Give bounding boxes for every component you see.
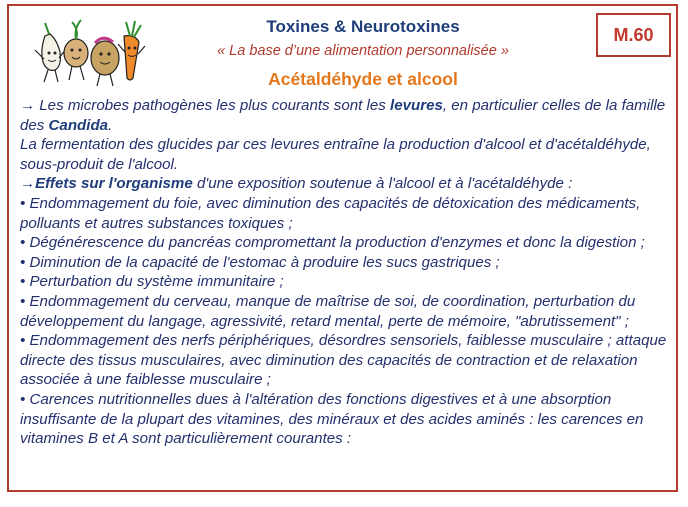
vegetable-mascots-illustration	[31, 16, 147, 90]
garlic-character-icon	[35, 23, 66, 82]
arrow-icon: →	[20, 175, 36, 193]
bullet-item: • Endommagement des nerfs périphériques, désordres sensoriels, faiblesse musculaire ; attaque directe des tissus musculaires, avec diminution des capacités de contraction et de relaxation associée à une faiblesse musculaire ;	[20, 332, 667, 389]
potato-character-icon	[91, 38, 119, 86]
bullet-item: • Endommagement du cerveau, manque de maîtrise de soi, de coordination, perturbation du développement du langage, agressivité, retard mental, perte de mémoire, "abrutissement" ;	[20, 292, 636, 330]
bullet-item: • Diminution de la capacité de l'estomac à produire les sucs gastriques ;	[20, 253, 500, 271]
bullet-item: • Carences nutritionnelles dues à l'altération des fonctions digestives et à une absorption insuffisante de la plupart des vitamines, des minéraux et des acides aminés : les carences en vitamines B et A sont particulièrement courantes :	[20, 390, 644, 448]
intro-paragraph	[20, 96, 672, 135]
intro-keyword-candida: Candida	[48, 116, 109, 134]
page-title: Toxines & Neurotoxines	[266, 17, 460, 36]
effects-heading	[20, 174, 672, 194]
header	[139, 16, 587, 91]
bullet-item: • Perturbation du système immunitaire ;	[20, 273, 284, 291]
fermentation-paragraph: La fermentation des glucides par ces levures entraîne la production d'alcool et d'acétaldéhyde, sous-produit de l'alcool.	[20, 136, 651, 173]
section-heading: Acétaldéhyde et alcool	[268, 69, 458, 89]
intro-keyword-levures: levures	[390, 97, 443, 114]
intro-text-middle: , en particulier celles de la famille des	[20, 97, 666, 134]
effects-intro-text: d'une exposition soutenue à l'alcool et à l'acétaldéhyde :	[192, 175, 573, 193]
bullet-item: • Dégénérescence du pancréas compromettant la production d'enzymes et donc la digestion ;	[20, 234, 645, 252]
body-text	[20, 96, 672, 449]
bullet-item: • Endommagement du foie, avec diminution des capacités de détoxication des médicaments, polluants et autres substances toxiques ;	[20, 194, 641, 232]
effects-keyword: Effets sur l'organisme	[35, 175, 193, 193]
reference-badge: M.60	[596, 13, 671, 57]
onion-character-icon	[64, 20, 88, 80]
intro-text-end: .	[108, 116, 113, 134]
intro-text: → Les microbes pathogènes les plus courants sont les	[20, 97, 390, 114]
document-card	[7, 4, 678, 492]
page-subtitle: « La base d’une alimentation personnalisée »	[217, 43, 509, 59]
